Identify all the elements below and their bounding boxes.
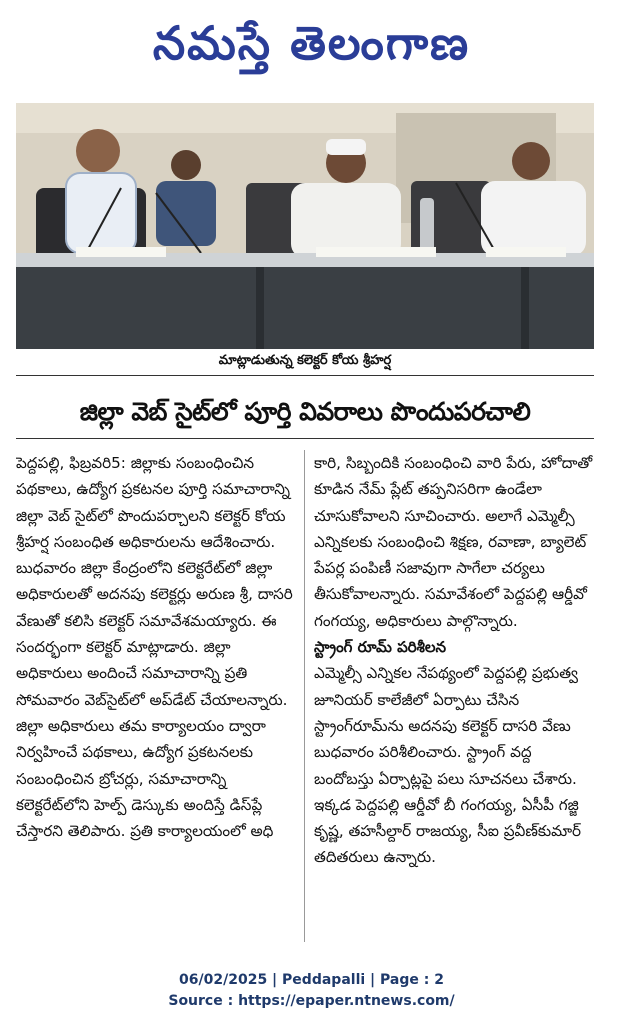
news-photo bbox=[16, 103, 594, 349]
article-headline: జిల్లా వెబ్ సైట్‌లో పూర్తి వివరాలు పొందుపరచాలి bbox=[79, 397, 531, 426]
article-column-left bbox=[16, 450, 296, 950]
article-paragraph: పెద్దపల్లి, ఫిబ్రవరి5: జిల్లాకు సంబంధించిన పథకాలు, ఉద్యోగ ప్రకటనల పూర్తి సమాచారాన్ని జిల్లా వెబ్ సైట్‌లో పొందుపర్చాలని కలెక్టర్ కోయ శ్రీహర్ష సంబంధిత అధికారులను ఆదేశించారు. బుధవారం జిల్లా కేంద్రంలోని కలెక్టరేట్‌లో జిల్లా అధికారులతో అదనపు కలెక్టర్లు అరుణ శ్రీ, దాసరి వేణుతో కలిసి కలెక్టర్ సమావేశమయ్యారు. ఈ సందర్భంగా కలెక్టర్ మాట్లాడారు. జిల్లా అధికారులు అందించే సమాచారాన్ని ప్రతి సోమవారం వెబ్‌సైట్‌లో అప్‌డేట్ చేయాలన్నారు. జిల్లా అధికారులు తమ కార్యాలయం ద్వారా నిర్వహించే పథకాలు, ఉద్యోగ ప్రకటనలకు సంబంధించిన బ్రోచర్లు, సమాచారాన్ని కలెక్టరేట్‌లోని హెల్ప్ డెస్కుకు అందిస్తే డిస్‌ప్లే చేస్తారని తెలిపారు. ప్రతి కార్యాలయంలో అధి bbox=[16, 454, 293, 841]
article-subheading: స్ట్రాంగ్ రూమ్ పరిశీలన bbox=[314, 638, 447, 657]
divider-rule bbox=[16, 438, 594, 439]
article-column-right bbox=[314, 450, 596, 950]
newspaper-masthead: నమస్తే తెలంగాణ bbox=[152, 16, 471, 70]
article-paragraph: కారి, సిబ్బందికి సంబంధించి వారి పేరు, హోదాతో కూడిన నేమ్ ప్లేట్ తప్పనిసరిగా ఉండేలా చూసుకోవాలని సూచించారు. అలాగే ఎమ్మెల్సీ ఎన్నికలకు సంబంధించి శిక్షణ, రవాణా, బ్యాలెట్ పేపర్ల పంపిణీ సజావుగా సాగేలా చర్యలు తీసుకోవాలన్నారు. సమావేశంలో పెద్దపల్లి ఆర్డీవో గంగయ్య, అధికారులు పాల్గొన్నారు. bbox=[314, 454, 593, 630]
article-paragraph: ఎమ్మెల్సీ ఎన్నికల నేపథ్యంలో పెద్దపల్లి ప్రభుత్వ జూనియర్ కాలేజీలో ఏర్పాటు చేసిన స్ట్రాంగ్‌రూమ్‌ను అదనపు కలెక్టర్ దాసరి వేణు బుధవారం పరిశీలించారు. స్ట్రాంగ్ వద్ద బందోబస్తు ఏర్పాట్లపై పలు సూచనలు చేశారు. ఇక్కడ పెద్దపల్లి ఆర్డీవో బీ గంగయ్య, ఏసీపీ గజ్జి కృష్ణ, తహసీల్దార్ రాజయ్య, సీఐ ప్రవీణ్‌కుమార్ తదితరులు ఉన్నారు. bbox=[314, 664, 582, 867]
footer-source: Source : https://epaper.ntnews.com/ bbox=[168, 993, 455, 1009]
column-divider bbox=[304, 450, 305, 942]
divider-rule bbox=[16, 375, 594, 376]
photo-caption: మాట్లాడుతున్న కలెక్టర్ కోయ శ్రీహర్ష bbox=[218, 353, 392, 368]
footer-edition-info: 06/02/2025 | Peddapalli | Page : 2 bbox=[179, 972, 444, 988]
